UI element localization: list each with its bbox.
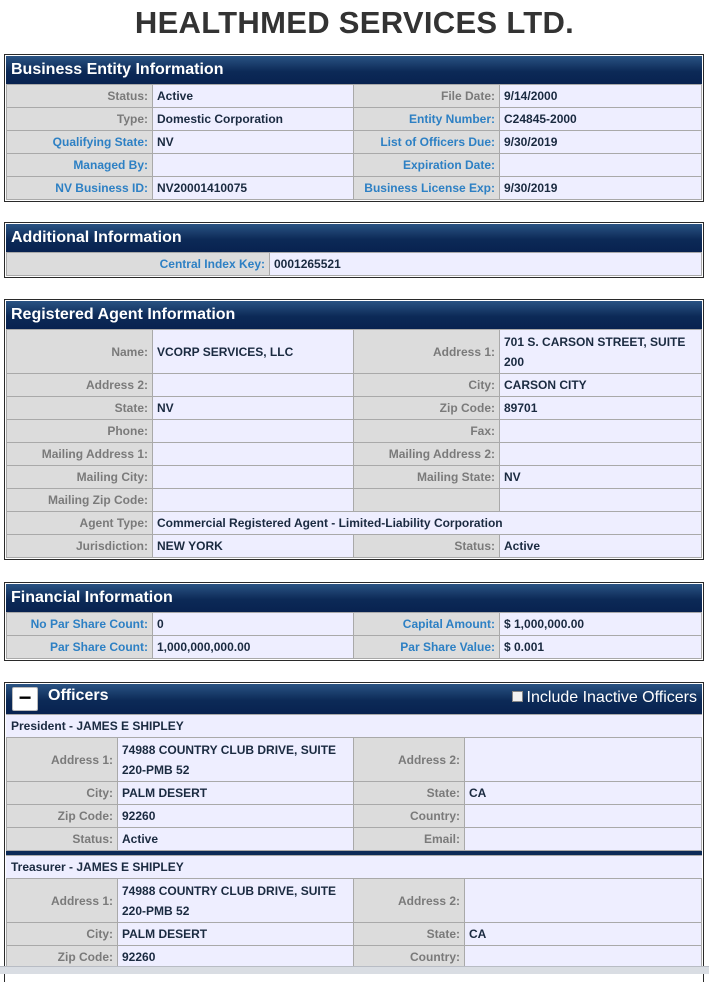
jurisdiction-label: Jurisdiction:	[7, 535, 153, 558]
table-row	[7, 466, 702, 489]
entity-number-link[interactable]: Entity Number:	[354, 108, 500, 131]
table-row	[7, 330, 702, 374]
officer-state-value: CA	[465, 923, 702, 946]
financial-section	[4, 582, 704, 661]
table-row	[7, 85, 702, 108]
officer-email-value	[465, 828, 702, 851]
officer-state-value: CA	[465, 782, 702, 805]
officer-address2-label: Address 2:	[354, 879, 465, 923]
officer-status-value: Active	[118, 828, 354, 851]
agent-city-value: CARSON CITY	[500, 374, 702, 397]
agent-address1-value: 701 S. CARSON STREET, SUITE 200	[500, 330, 702, 374]
mailing-city-value	[153, 466, 354, 489]
table-row	[7, 738, 702, 782]
business-entity-section	[4, 54, 704, 202]
officer-address1-label: Address 1:	[7, 738, 118, 782]
capital-amount-value: $ 1,000,000.00	[500, 613, 702, 636]
officer-role-title: President - JAMES E SHIPLEY	[6, 714, 702, 737]
mailing-state-label: Mailing State:	[354, 466, 500, 489]
table-row	[7, 782, 702, 805]
officer-country-value	[465, 805, 702, 828]
list-of-officers-due-link[interactable]: List of Officers Due:	[354, 131, 500, 154]
table-row	[7, 828, 702, 851]
agent-name-label: Name:	[7, 330, 153, 374]
agent-fax-label: Fax:	[354, 420, 500, 443]
table-row	[7, 535, 702, 558]
mailing-zip-value	[153, 489, 354, 512]
officer-city-label: City:	[7, 782, 118, 805]
page-title: HEALTHMED SERVICES LTD.	[134, 5, 575, 40]
agent-fax-value	[500, 420, 702, 443]
mailing-address1-label: Mailing Address 1:	[7, 443, 153, 466]
table-row	[7, 636, 702, 659]
include-inactive-toggle[interactable]	[512, 689, 697, 707]
table-row	[7, 397, 702, 420]
qualifying-state-value: NV	[153, 131, 354, 154]
agent-state-label: State:	[7, 397, 153, 420]
additional-info-heading: Additional Information	[6, 224, 702, 252]
registered-agent-heading: Registered Agent Information	[6, 301, 702, 329]
table-row	[7, 923, 702, 946]
officers-header	[6, 684, 702, 714]
table-row	[7, 879, 702, 923]
empty-value-cell	[500, 489, 702, 512]
business-entity-table	[6, 84, 702, 200]
no-par-share-count-value: 0	[153, 613, 354, 636]
table-row	[7, 489, 702, 512]
officer-details-table	[6, 878, 702, 969]
officer-address2-value	[465, 738, 702, 782]
registered-agent-section	[4, 299, 704, 560]
nv-business-id-value: NV20001410075	[153, 177, 354, 200]
officer-zip-label: Zip Code:	[7, 805, 118, 828]
agent-address1-label: Address 1:	[354, 330, 500, 374]
financial-heading: Financial Information	[6, 584, 702, 612]
mailing-address2-value	[500, 443, 702, 466]
table-row	[7, 512, 702, 535]
officers-section	[4, 682, 704, 982]
officer-state-label: State:	[354, 923, 465, 946]
financial-table	[6, 612, 702, 659]
table-row	[7, 805, 702, 828]
officer-status-label: Status:	[7, 828, 118, 851]
agent-zip-value: 89701	[500, 397, 702, 420]
mailing-state-value: NV	[500, 466, 702, 489]
table-row	[7, 374, 702, 397]
central-index-key-value: 0001265521	[270, 253, 702, 276]
table-row	[7, 177, 702, 200]
agent-address2-label: Address 2:	[7, 374, 153, 397]
officer-role-title: Treasurer - JAMES E SHIPLEY	[6, 855, 702, 878]
table-row	[7, 420, 702, 443]
officer-zip-value: 92260	[118, 946, 354, 969]
mailing-zip-label: Mailing Zip Code:	[7, 489, 153, 512]
type-value: Domestic Corporation	[153, 108, 354, 131]
agent-type-label: Agent Type:	[7, 512, 153, 535]
business-entity-heading: Business Entity Information	[6, 56, 702, 84]
agent-phone-label: Phone:	[7, 420, 153, 443]
file-date-label: File Date:	[354, 85, 500, 108]
officer-address1-value: 74988 COUNTRY CLUB DRIVE, SUITE 220-PMB 52	[118, 738, 354, 782]
status-label: Status:	[7, 85, 153, 108]
par-share-value-link[interactable]: Par Share Value:	[354, 636, 500, 659]
par-share-count-value: 1,000,000,000.00	[153, 636, 354, 659]
par-share-value-value: $ 0.001	[500, 636, 702, 659]
additional-info-section	[4, 222, 704, 278]
officers-heading: Officers	[48, 687, 109, 704]
capital-amount-link[interactable]: Capital Amount:	[354, 613, 500, 636]
agent-phone-value	[153, 420, 354, 443]
officer-address2-value	[465, 879, 702, 923]
file-date-value: 9/14/2000	[500, 85, 702, 108]
officer-address1-label: Address 1:	[7, 879, 118, 923]
officer-zip-label: Zip Code:	[7, 946, 118, 969]
jurisdiction-value: NEW YORK	[153, 535, 354, 558]
nv-business-id-link[interactable]: NV Business ID:	[7, 177, 153, 200]
mailing-address2-label: Mailing Address 2:	[354, 443, 500, 466]
agent-name-value: VCORP SERVICES, LLC	[153, 330, 354, 374]
agent-status-label: Status:	[354, 535, 500, 558]
business-license-exp-link[interactable]: Business License Exp:	[354, 177, 500, 200]
table-row	[7, 443, 702, 466]
include-inactive-checkbox[interactable]	[512, 691, 523, 702]
agent-address2-value	[153, 374, 354, 397]
officer-address2-label: Address 2:	[354, 738, 465, 782]
table-row	[7, 613, 702, 636]
agent-type-value: Commercial Registered Agent - Limited-Liability Corporation	[153, 512, 702, 535]
horizontal-scrollbar[interactable]	[0, 966, 709, 974]
no-par-share-count-link[interactable]: No Par Share Count:	[7, 613, 153, 636]
additional-info-table	[6, 252, 702, 276]
table-row	[7, 131, 702, 154]
mailing-address1-value	[153, 443, 354, 466]
officer-email-label: Email:	[354, 828, 465, 851]
mailing-city-label: Mailing City:	[7, 466, 153, 489]
agent-city-label: City:	[354, 374, 500, 397]
par-share-count-link[interactable]: Par Share Count:	[7, 636, 153, 659]
agent-status-value: Active	[500, 535, 702, 558]
empty-label-cell	[354, 489, 500, 512]
officer-details-table	[6, 737, 702, 851]
officer-state-label: State:	[354, 782, 465, 805]
officer-city-label: City:	[7, 923, 118, 946]
officer-zip-value: 92260	[118, 805, 354, 828]
status-value: Active	[153, 85, 354, 108]
officer-country-label: Country:	[354, 805, 465, 828]
officer-city-value: PALM DESERT	[118, 782, 354, 805]
collapse-officers-button[interactable]: −	[12, 687, 38, 711]
officer-address1-value: 74988 COUNTRY CLUB DRIVE, SUITE 220-PMB 52	[118, 879, 354, 923]
managed-by-value	[153, 154, 354, 177]
officer-city-value: PALM DESERT	[118, 923, 354, 946]
expiration-date-value	[500, 154, 702, 177]
list-of-officers-due-value: 9/30/2019	[500, 131, 702, 154]
officer-country-label: Country:	[354, 946, 465, 969]
table-row	[7, 154, 702, 177]
agent-state-value: NV	[153, 397, 354, 420]
expiration-date-link[interactable]: Expiration Date:	[354, 154, 500, 177]
central-index-key-link[interactable]: Central Index Key:	[7, 253, 270, 276]
agent-zip-label: Zip Code:	[354, 397, 500, 420]
table-row	[7, 108, 702, 131]
qualifying-state-link[interactable]: Qualifying State:	[7, 131, 153, 154]
include-inactive-label: Include Inactive Officers	[526, 689, 697, 706]
business-license-exp-value: 9/30/2019	[500, 177, 702, 200]
entity-number-value: C24845-2000	[500, 108, 702, 131]
managed-by-link[interactable]: Managed By:	[7, 154, 153, 177]
registered-agent-table	[6, 329, 702, 558]
type-label: Type:	[7, 108, 153, 131]
table-row	[7, 253, 702, 276]
